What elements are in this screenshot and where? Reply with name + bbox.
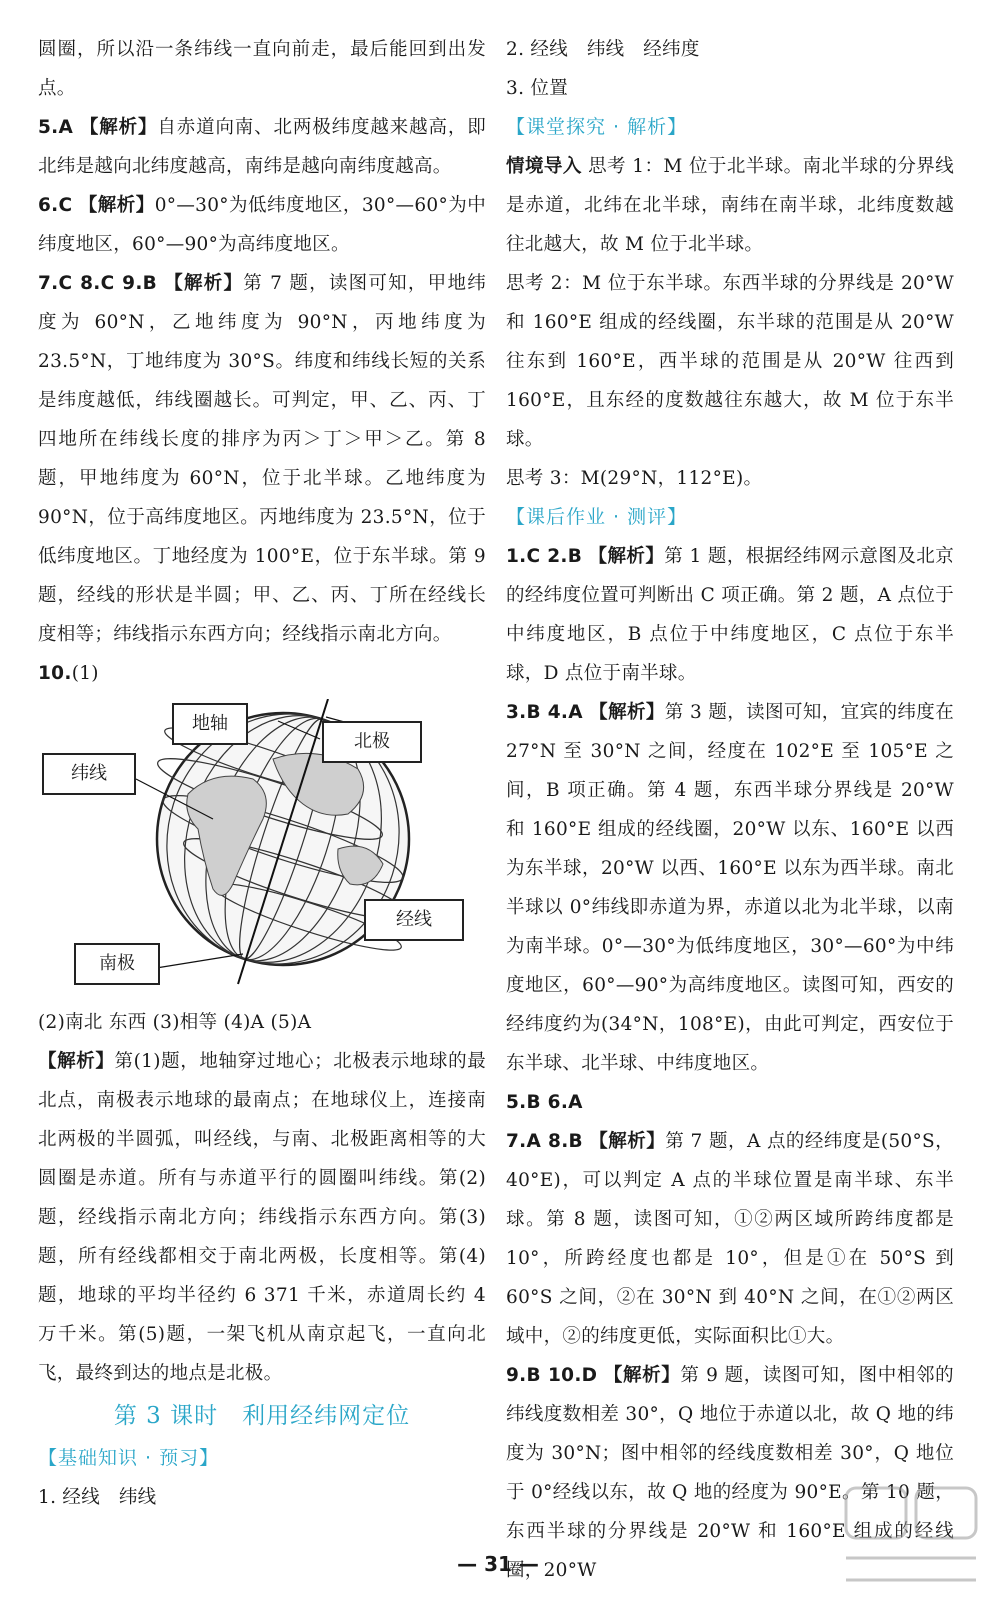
page-number: — 31 — — [457, 1552, 539, 1576]
paragraph-continuation: 圆圈，所以沿一条纬线一直向前走，最后能回到出发点。 — [38, 39, 486, 99]
answer-5: 5.A 【解析】自赤道向南、北两极纬度越来越高，即北纬是越向北纬度越高，南纬是越向南纬度越高。 — [38, 117, 486, 177]
answer-6: 6.C 【解析】0°—30°为低纬度地区，30°—60°为中纬度地区，60°—90°为高纬度地区。 — [38, 195, 487, 255]
right-column — [506, 30, 954, 1590]
think-2: 思考 2：M 位于东半球。东西半球的分界线是 20°W 和 160°E 组成的经线圈，东半球的范围是从 20°W 往东到 160°E，西半球的范围是从 20°W 往西到 160°E，且东经的度数越往东越大，故 M 位于东半球。 — [506, 273, 954, 450]
globe-diagram — [38, 699, 486, 999]
homework-answer-7-8: 7.A 8.B 【解析】第 7 题，A 点的经纬度是(50°S，40°E)，可以判定 A 点的半球位置是南半球、东半球。第 8 题，读图可知，①②两区域所跨纬度都是 10°，所跨经度也都是 10°，但是①在 50°S 到 60°S 之间，②在 30°N 到 40°N 之间，在①②两区域中，②的纬度更低，实际面积比①大。 — [506, 1131, 954, 1347]
basic-answer-2: 2. 经线 纬线 经纬度 — [506, 39, 700, 60]
homework-answer-1-2: 1.C 2.B 【解析】第 1 题，根据经纬网示意图及北京的经纬度位置可判断出 C 项正确。第 2 题，A 点位于中纬度地区，B 点位于中纬度地区，C 点位于东半球，D 点位于南半球。 — [506, 546, 954, 684]
homework-answer-9-10: 9.B 10.D 【解析】第 9 题，读图可知，图中相邻的纬线度数相差 30°，Q 地位于赤道以北，故 Q 地的纬度为 30°N；图中相邻的经线度数相差 30°，Q 地位于 0°经线以东，故 Q 地的经度为 90°E。第 10 题，东西半球的分界线是 20°W 和 160°E 组成的经线圈，20°W — [506, 1365, 954, 1581]
label-parallel: 纬线 — [42, 753, 136, 795]
think-1: 情境导入 思考 1：M 位于北半球。南北半球的分界线是赤道，北纬在北半球，南纬在南半球，北纬度数越往北越大，故 M 位于北半球。 — [506, 156, 954, 255]
think-3: 思考 3：M(29°N，112°E)。 — [506, 468, 763, 489]
section-basic-knowledge: 【基础知识 · 预习】 — [38, 1447, 220, 1469]
answer-7-9: 7.C 8.C 9.B 【解析】第 7 题，读图可知，甲地纬度为 60°N，乙地纬度为 90°N，丙地纬度为 23.5°N，丁地纬度为 30°S。纬度和纬线长短的关系是纬度越低，纬线圈越长。可判定，甲、乙、丙、丁四地所在纬线长度的排序为丙＞丁＞甲＞乙。第 8 题，甲地纬度为 60°N，位于北半球。乙地纬度为 90°N，位于高纬度地区。丙地纬度为 23.5°N，位于低纬度地区。丁地经度为 100°E，位于东半球。第 9 题，经线的形状是半圆；甲、乙、丙、丁所在经线长度相等；纬线指示东西方向；经线指示南北方向。 — [38, 273, 486, 645]
basic-answer-3: 3. 位置 — [506, 78, 569, 99]
watermark-logo-icon — [836, 1480, 986, 1590]
basic-answer-1: 1. 经线 纬线 — [38, 1487, 157, 1508]
answer-10-explanation: 【解析】第(1)题，地轴穿过地心；北极表示地球的最北点，南极表示地球的最南点；在地球仪上，连接南北两极的半圆弧，叫经线，与南、北极距离相等的大圆圈是赤道。所有与赤道平行的圆圈叫纬线。第(2)题，经线指示南北方向；纬线指示东西方向。第(3)题，所有经线都相交于南北两极，长度相等。第(4)题，地球的平均半径约 6 371 千米，赤道周长约 4 万千米。第(5)题，一架飞机从南京起飞，一直向北飞，最终到达的地点是北极。 — [38, 1051, 486, 1384]
section-homework: 【课后作业 · 测评】 — [506, 506, 688, 528]
homework-answer-5-6: 5.B 6.A — [506, 1092, 583, 1113]
label-south-pole: 南极 — [74, 943, 160, 985]
answer-10-part1: 10.(1) — [38, 663, 99, 684]
label-meridian: 经线 — [364, 899, 464, 941]
homework-answer-3-4: 3.B 4.A 【解析】第 3 题，读图可知，宜宾的纬度在 27°N 至 30°N 之间，经度在 102°E 至 105°E 之间，B 项正确。第 4 题，东西半球分界线是 20°W 和 160°E 组成的经线圈，20°W 以东、160°E 以西为东半球，20°W 以西、160°E 以东为西半球。南北半球以 0°纬线即赤道为界，赤道以北为北半球，以南为南半球。0°—30°为低纬度地区，30°—60°为中纬度地区，60°—90°为高纬度地区。读图可知，西安的经纬度约为(34°N，108°E)，由此可判定，西安位于东半球、北半球、中纬度地区。 — [506, 702, 955, 1074]
left-column — [38, 30, 486, 1517]
lesson-title: 第 3 课时 利用经纬网定位 — [113, 1403, 411, 1429]
label-earth-axis: 地轴 — [172, 703, 248, 745]
answer-10-parts2-5: (2)南北 东西 (3)相等 (4)A (5)A — [38, 1012, 312, 1033]
label-north-pole: 北极 — [322, 721, 422, 763]
section-class-inquiry: 【课堂探究 · 解析】 — [506, 116, 688, 138]
